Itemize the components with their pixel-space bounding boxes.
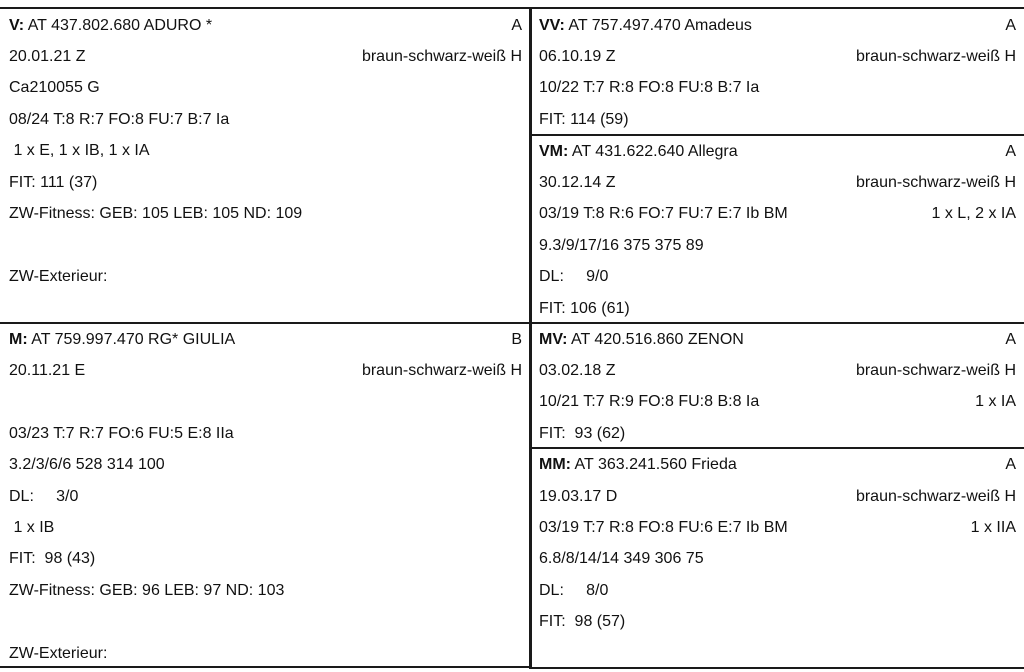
vm-date: 30.12.14 Z [539,174,616,191]
mv-date: 03.02.18 Z [539,362,616,379]
mm-dl: DL: 8/0 [539,582,609,599]
dam-scores: 03/23 T:7 R:7 FO:6 FU:5 E:8 IIa [9,425,234,442]
vm-grade: A [1005,143,1016,160]
border-bottom-right [531,667,1024,669]
vm-awards: 1 x L, 2 x IA [931,205,1016,222]
vm-header [539,136,738,167]
sire-fit: FIT: 111 (37) [9,174,98,191]
sire-zw-fitness: ZW-Fitness: GEB: 105 LEB: 105 ND: 109 [9,205,303,222]
dam-color: braun-schwarz-weiß H [361,362,522,379]
dam-performance: 3.2/3/6/6 528 314 100 [9,456,165,473]
mm-awards: 1 x IIA [970,519,1016,536]
mv-fit: FIT: 93 (62) [539,425,626,442]
border-top [0,7,1024,9]
mm-prefix: MM: [539,456,571,473]
vv-fit: FIT: 114 (59) [539,111,629,128]
mm-id: AT 363.241.560 Frieda [574,456,737,473]
mv-grade: A [1005,331,1016,348]
dam-zw-fitness: ZW-Fitness: GEB: 96 LEB: 97 ND: 103 [9,582,285,599]
mm-grade: A [1005,456,1016,473]
mm-fit: FIT: 98 (57) [539,613,626,630]
vv-color: braun-schwarz-weiß H [855,48,1016,65]
sire-color: braun-schwarz-weiß H [361,48,522,65]
vv-scores: 10/22 T:7 R:8 FO:8 FU:8 B:7 Ia [539,79,760,96]
sire-code: Ca210055 G [9,79,100,96]
mv-awards: 1 x IA [975,393,1016,410]
vv-header [539,10,752,41]
mm-date: 19.03.17 D [539,488,618,505]
dam-grade: B [511,331,522,348]
mm-color: braun-schwarz-weiß H [855,488,1016,505]
dam-date: 20.11.21 E [9,362,86,379]
dam-header [9,324,235,355]
vm-dl: DL: 9/0 [539,268,609,285]
mv-header [539,324,744,355]
sire-grade: A [511,17,522,34]
vm-color: braun-schwarz-weiß H [855,174,1016,191]
dam-fit: FIT: 98 (43) [9,550,96,567]
dam-awards: 1 x IB [9,519,55,536]
sire-prefix: V: [9,17,25,34]
vv-date: 06.10.19 Z [539,48,616,65]
divider-middle-vertical [529,7,532,669]
dam-zw-exterieur: ZW-Exterieur: [9,645,108,662]
dam-dl: DL: 3/0 [9,488,79,505]
sire-scores: 08/24 T:8 R:7 FO:8 FU:7 B:7 Ia [9,111,230,128]
sire-header [9,10,212,41]
vm-prefix: VM: [539,143,569,160]
vv-grade: A [1005,17,1016,34]
sire-date: 20.01.21 Z [9,48,86,65]
vm-id: AT 431.622.640 Allegra [571,143,738,160]
mv-id: AT 420.516.860 ZENON [571,331,744,348]
mv-prefix: MV: [539,331,568,348]
mv-scores: 10/21 T:7 R:9 FO:8 FU:8 B:8 Ia [539,393,760,410]
dam-prefix: M: [9,331,28,348]
vv-prefix: VV: [539,17,565,34]
mm-performance: 6.8/8/14/14 349 306 75 [539,550,704,567]
mm-header [539,449,737,480]
vv-id: AT 757.497.470 Amadeus [568,17,752,34]
mm-scores: 03/19 T:7 R:8 FO:8 FU:6 E:7 Ib BM [539,519,788,536]
sire-zw-exterieur: ZW-Exterieur: [9,268,108,285]
vm-performance: 9.3/9/17/16 375 375 89 [539,237,704,254]
sire-awards: 1 x E, 1 x IB, 1 x IA [9,142,150,159]
mv-color: braun-schwarz-weiß H [855,362,1016,379]
sire-id: AT 437.802.680 ADURO * [27,17,213,34]
vm-fit: FIT: 106 (61) [539,300,630,317]
dam-id: AT 759.997.470 RG* GIULIA [31,331,236,348]
vm-scores: 03/19 T:8 R:6 FO:7 FU:7 E:7 Ib BM [539,205,788,222]
